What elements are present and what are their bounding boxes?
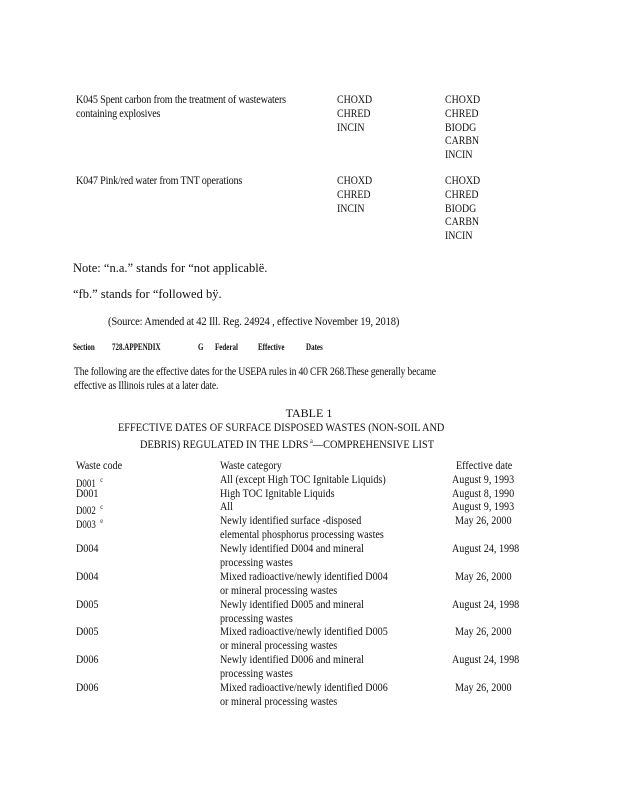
treatment-code: INCIN [445, 230, 473, 243]
heading-word: Federal [215, 342, 239, 352]
waste-code-text: D002 [76, 504, 96, 517]
waste-category [220, 626, 411, 654]
heading-text: —COMPREHENSIVE LIST [312, 437, 435, 451]
entry-k047-col1 [337, 175, 378, 216]
treatment-code: CHOXD [445, 94, 481, 106]
treatment-code: BIODG [445, 202, 477, 215]
effective-date-text: August 9, 1993 [452, 501, 515, 513]
waste-code-text: D003 [76, 518, 96, 531]
effective-date-text: August 24, 1998 [452, 543, 520, 555]
waste-category [220, 543, 384, 571]
effective-date [455, 626, 519, 640]
category-line: Newly identified D006 and mineral [220, 654, 364, 666]
waste-code-text: D004 [76, 543, 99, 555]
intro-paragraph [74, 366, 505, 394]
treatment-code: CHRED [337, 107, 371, 120]
waste-code-text: D006 [76, 654, 99, 666]
entry-k045-col1 [337, 94, 378, 135]
waste-category [220, 682, 411, 710]
effective-date [452, 654, 528, 668]
treatment-code: CHOXD [445, 175, 481, 187]
treatment-code: CHRED [445, 188, 479, 201]
source-note: (Source: Amended at 42 Ill. Reg. 24924 , effective November 19, 2018) [108, 314, 400, 328]
col-header-text: Effective date [456, 460, 513, 472]
waste-code-text: D001 [76, 488, 99, 500]
category-line: or mineral processing wastes [220, 639, 338, 652]
footnote-marker: c [100, 476, 103, 484]
waste-code-text: D005 [76, 599, 99, 611]
waste-code-text: D001 [76, 477, 96, 490]
entry-k047 [76, 175, 265, 189]
category-line: processing wastes [220, 667, 293, 680]
footnote-marker: c [100, 503, 103, 511]
treatment-code: CARBN [445, 135, 480, 148]
category-line: or mineral processing wastes [220, 695, 338, 708]
category-line: or mineral processing wastes [220, 584, 338, 597]
entry-k045 [76, 94, 315, 122]
table-heading-line2 [140, 434, 434, 451]
treatment-code: CARBN [445, 216, 480, 229]
treatment-code: CHOXD [337, 175, 373, 187]
table-heading-line1: EFFECTIVE DATES OF SURFACE DISPOSED WASTES (NON-SOIL AND [118, 420, 445, 434]
effective-date [455, 571, 519, 585]
waste-category [220, 474, 408, 488]
waste-code [76, 488, 102, 502]
category-line: Newly identified D005 and mineral [220, 599, 364, 611]
effective-date [452, 488, 523, 502]
treatment-code: CHRED [337, 188, 371, 201]
effective-date [452, 599, 528, 613]
category-line: Mixed radioactive/newly identified D004 [220, 571, 388, 583]
entry-desc-line: containing explosives [76, 107, 161, 120]
category-line: Newly identified D004 and mineral [220, 543, 364, 555]
entry-desc-line: K047 Pink/red water from TNT operations [76, 175, 243, 187]
category-line: High TOC Ignitable Liquids [220, 488, 335, 500]
appendix-letter: G [198, 342, 204, 352]
category-line: processing wastes [220, 556, 293, 569]
treatment-code: BIODG [445, 121, 477, 134]
waste-code [76, 599, 102, 613]
category-line: All [220, 501, 233, 513]
treatment-code: CHRED [445, 107, 479, 120]
waste-code-text: D004 [76, 571, 99, 583]
intro-line: effective as Illinois rules at a later date. [74, 379, 219, 392]
effective-date [452, 501, 523, 515]
table-number: TABLE 1 [285, 406, 333, 420]
table-title [0, 406, 618, 420]
col-header-text: Waste code [76, 460, 123, 472]
footnote-marker: e [100, 517, 103, 525]
col-header-category [220, 460, 290, 474]
treatment-code: CHOXD [337, 94, 373, 106]
col-header-code [76, 460, 128, 474]
entry-k045-col2 [445, 94, 486, 163]
waste-category [220, 488, 350, 502]
effective-date [452, 474, 523, 488]
effective-date-text: August 24, 1998 [452, 599, 520, 611]
note-na: Note: “n.a.” stands for “not applicablë. [73, 261, 268, 275]
heading-word: Effective [258, 342, 285, 352]
effective-date [452, 543, 528, 557]
entry-desc-line: K045 Spent carbon from the treatment of wastewaters [76, 94, 286, 106]
waste-code [76, 515, 107, 533]
treatment-code: INCIN [337, 121, 365, 134]
waste-code [76, 654, 102, 668]
effective-date-text: May 26, 2000 [455, 571, 512, 583]
waste-code [76, 571, 102, 585]
intro-line: The following are the effective dates for the USEPA rules in 40 CFR 268.These generally became [74, 366, 436, 378]
effective-date-text: August 24, 1998 [452, 654, 520, 666]
waste-category [220, 501, 235, 515]
waste-code-wrap [76, 515, 103, 533]
effective-date [455, 515, 519, 529]
col-header-text: Waste category [220, 460, 282, 472]
waste-code [76, 682, 102, 696]
section-number: 728.APPENDIX [112, 342, 161, 352]
effective-date-text: May 26, 2000 [455, 626, 512, 638]
category-line: Mixed radioactive/newly identified D005 [220, 626, 388, 638]
waste-category [220, 571, 411, 599]
effective-date-text: May 26, 2000 [455, 682, 512, 694]
category-line: processing wastes [220, 612, 293, 625]
effective-date [455, 682, 519, 696]
waste-code [76, 626, 102, 640]
effective-date-text: May 26, 2000 [455, 515, 512, 527]
treatment-code: INCIN [337, 202, 365, 215]
category-line: Mixed radioactive/newly identified D006 [220, 682, 388, 694]
col-header-date [456, 460, 520, 474]
waste-category [220, 654, 384, 682]
waste-category [220, 599, 384, 627]
category-line: elemental phosphorus processing wastes [220, 528, 384, 541]
treatment-code: INCIN [445, 149, 473, 162]
category-line: Newly identified surface -disposed [220, 515, 362, 527]
entry-k047-col2 [445, 175, 486, 244]
note-fb: “fb.” stands for “followed bÿ. [73, 287, 222, 301]
effective-date-text: August 8, 1990 [452, 488, 515, 500]
heading-word: Dates [306, 342, 323, 352]
effective-date-text: August 9, 1993 [452, 474, 515, 486]
section-label: Section [73, 342, 95, 352]
category-line: All (except High TOC Ignitable Liquids) [220, 474, 386, 486]
waste-category [220, 515, 406, 543]
waste-code [76, 543, 102, 557]
waste-code-text: D006 [76, 682, 99, 694]
waste-code-text: D005 [76, 626, 99, 638]
footnote-marker: a [310, 437, 313, 445]
heading-text: DEBRIS) REGULATED IN THE LDRS [140, 437, 309, 451]
